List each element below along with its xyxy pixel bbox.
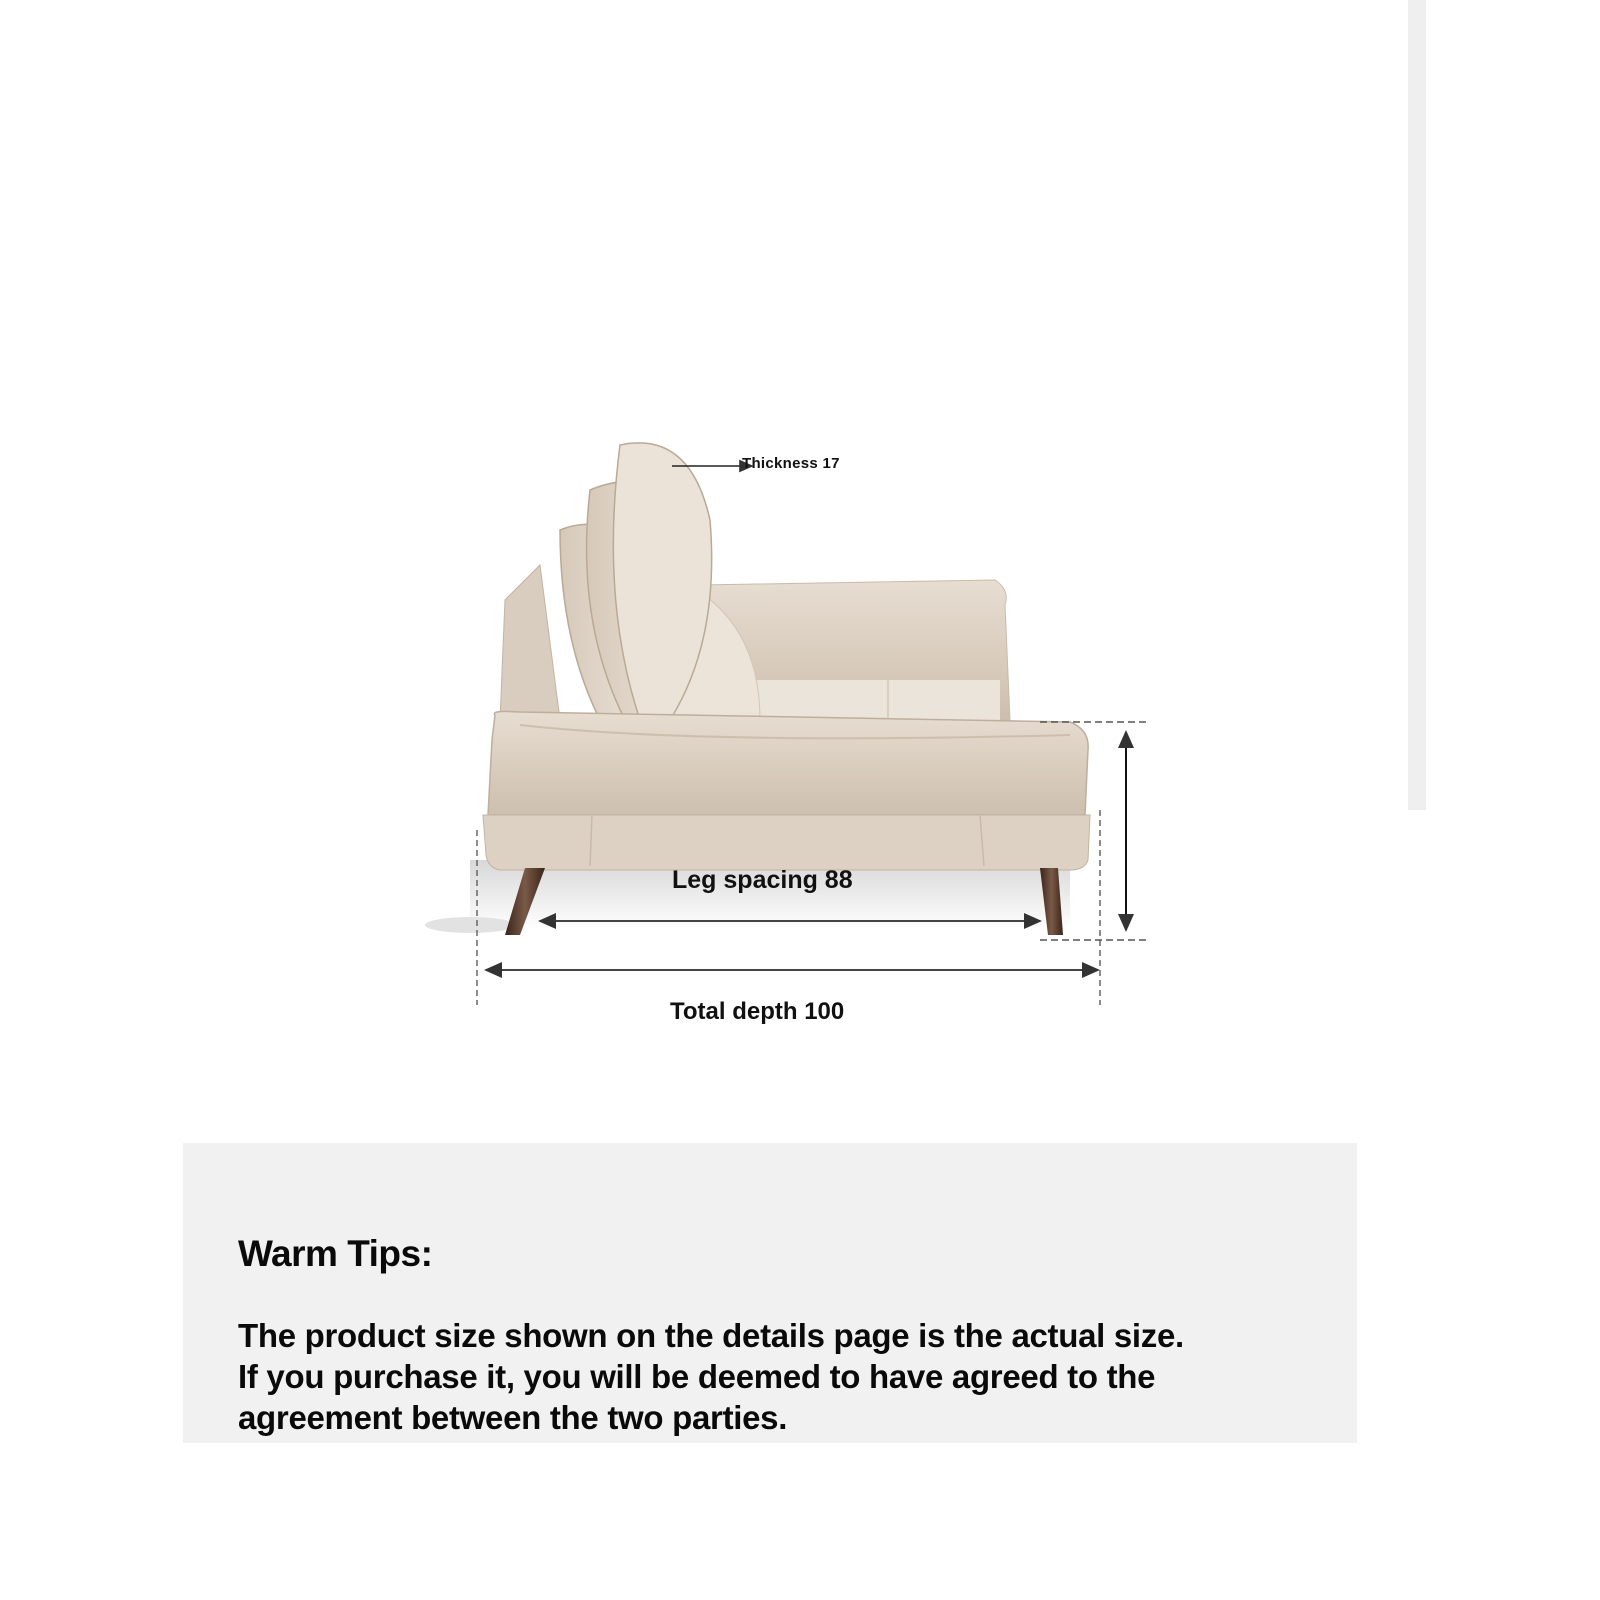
back-frame — [500, 565, 560, 720]
tips-line: If you purchase it, you will be deemed to have agreed to the — [238, 1358, 1156, 1395]
seat-cushion — [488, 711, 1088, 815]
tips-line: The product size shown on the details page is the actual size. — [238, 1317, 1184, 1354]
floor-shadow-left — [425, 917, 515, 933]
warm-tips-title: Warm Tips: — [238, 1233, 433, 1274]
total-depth-label: Total depth 100 — [670, 998, 845, 1025]
seat-inner — [745, 680, 1000, 720]
tips-line: agreement between the two parties. — [238, 1399, 788, 1436]
sofa-base — [483, 815, 1090, 870]
warm-tips-panel — [183, 1143, 1357, 1443]
warm-tips-body — [238, 1315, 1338, 1438]
thickness-label: Thickness 17 — [742, 455, 840, 472]
leg-spacing-label: Leg spacing 88 — [672, 866, 853, 894]
